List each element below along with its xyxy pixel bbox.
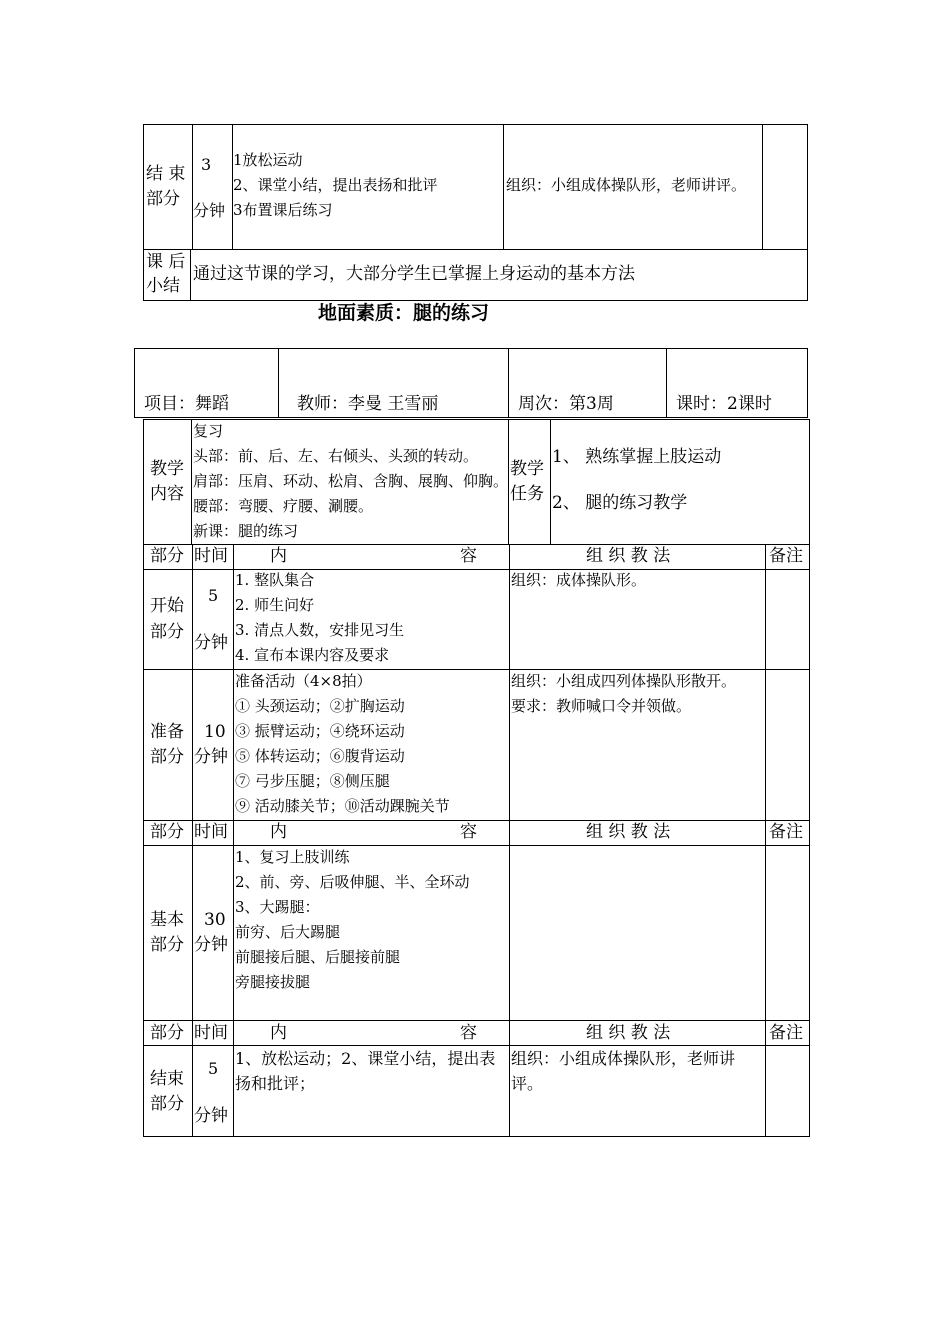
- start-time: 5: [208, 586, 219, 605]
- header-method: 组 织 教 法: [586, 1023, 671, 1043]
- prep-content: [235, 669, 450, 819]
- info-teacher: 教师：李曼 王雪丽: [297, 394, 439, 414]
- basic-time-unit: 分钟: [194, 935, 228, 955]
- end-method-line: 组织：小组成体操队形，老师讲: [511, 1049, 736, 1068]
- prep-method: [511, 669, 736, 719]
- content-line: 腰部：弯腰、疗腰、涮腰。: [193, 497, 374, 515]
- prep-content-line: ⑦ 弓步压腿；⑧侧压腿: [235, 772, 390, 790]
- basic-content: [235, 845, 470, 995]
- summary-label-line1: 课 后: [146, 252, 186, 272]
- end-part-line2: 部分: [150, 1094, 184, 1114]
- task-line: 1、 熟练掌握上肢运动: [552, 447, 722, 467]
- header-time: 时间: [194, 546, 228, 566]
- basic-content-line: 旁腿接拔腿: [235, 973, 311, 991]
- task-line: 2、 腿的练习教学: [552, 493, 688, 513]
- header-note: 备注: [769, 822, 803, 842]
- basic-content-line: 前穷、后大踢腿: [235, 923, 341, 941]
- header-time: 时间: [194, 1023, 228, 1043]
- header-note: 备注: [769, 1023, 803, 1043]
- end-method: [511, 1046, 735, 1096]
- basic-content-line: 1、复习上肢训练: [235, 848, 350, 866]
- prep-content-line: ① 头颈运动；②扩胸运动: [235, 697, 405, 715]
- header-part: 部分: [150, 822, 184, 842]
- end-time: 5: [208, 1059, 219, 1078]
- prep-time-unit: 分钟: [194, 747, 228, 767]
- basic-time: 30: [204, 910, 226, 930]
- start-content-line: 3. 清点人数，安排见习生: [235, 621, 405, 639]
- header-content-b: 容: [460, 1023, 477, 1043]
- end-part-line1: 结束: [150, 1069, 184, 1089]
- start-part-line1: 开始: [150, 596, 184, 616]
- prep-content-line: 准备活动（4×8拍）: [235, 672, 372, 690]
- content-lines: [193, 419, 508, 544]
- closing-part-line2: 部分: [146, 189, 180, 209]
- content-line: 肩部：压肩、环动、松肩、含胸、展胸、仰胸。: [193, 472, 509, 490]
- prep-content-line: ⑨ 活动膝关节；⑩活动踝腕关节: [235, 797, 450, 815]
- end-time-unit: 分钟: [194, 1106, 228, 1126]
- summary-text: 通过这节课的学习，大部分学生已掌握上身运动的基本方法: [193, 264, 635, 284]
- task-label-line2: 任务: [510, 484, 544, 504]
- summary-label-line2: 小结: [146, 276, 180, 296]
- content-label-line2: 内容: [150, 484, 184, 504]
- end-method-line: 评。: [511, 1074, 544, 1093]
- prep-part-line1: 准备: [150, 722, 184, 742]
- start-content: [235, 568, 404, 668]
- header-content-b: 容: [460, 546, 477, 566]
- header-time: 时间: [194, 822, 228, 842]
- end-content: [235, 1046, 495, 1096]
- closing-part-line1: 结 束: [146, 164, 186, 184]
- header-content-b: 容: [460, 822, 477, 842]
- basic-part-line2: 部分: [150, 935, 184, 955]
- prep-method-line: 要求：教师喊口令并领做。: [511, 697, 692, 715]
- lesson-title: 地面素质：腿的练习: [318, 302, 490, 324]
- closing-time-unit: 分钟: [193, 201, 226, 220]
- closing-content: [233, 148, 438, 223]
- header-part: 部分: [150, 546, 184, 566]
- start-part-line2: 部分: [150, 622, 184, 642]
- basic-content-line: 3、大踢腿：: [235, 898, 320, 916]
- start-content-line: 4. 宣布本课内容及要求: [235, 646, 390, 664]
- header-content-a: 内: [270, 1023, 287, 1043]
- start-content-line: 1. 整队集合: [235, 571, 315, 589]
- closing-time: 3: [201, 155, 212, 174]
- end-content-line: 1、放松运动；2、课堂小结，提出表: [235, 1049, 496, 1068]
- header-content-a: 内: [270, 546, 287, 566]
- basic-content-line: 前腿接后腿、后腿接前腿: [235, 948, 401, 966]
- header-method: 组 织 教 法: [586, 822, 671, 842]
- info-project: 项目：舞蹈: [144, 394, 229, 414]
- content-line: 头部：前、后、左、右倾头、头颈的转动。: [193, 447, 479, 465]
- start-time-unit: 分钟: [194, 633, 228, 653]
- header-note: 备注: [769, 546, 803, 566]
- start-method-line: 组织：成体操队形。: [511, 571, 647, 589]
- start-method: [511, 568, 646, 593]
- closing-method: 组织：小组成体操队形，老师讲评。: [506, 176, 747, 194]
- top-table-divider: [143, 249, 808, 250]
- basic-content-line: 2、前、旁、后吸伸腿、半、全环动: [235, 873, 470, 891]
- prep-content-line: ⑤ 体转运动；⑥腹背运动: [235, 747, 405, 765]
- header-method: 组 织 教 法: [586, 546, 671, 566]
- closing-content-line: 3布置课后练习: [233, 201, 333, 219]
- prep-method-line: 组织：小组成四列体操队形散开。: [511, 672, 737, 690]
- prep-content-line: ③ 振臂运动；④绕环运动: [235, 722, 405, 740]
- closing-content-line: 1放松运动: [233, 151, 303, 169]
- content-line: 新课：腿的练习: [193, 522, 299, 540]
- closing-content-line: 2、课堂小结，提出表扬和批评: [233, 176, 438, 194]
- task-label-line1: 教学: [510, 459, 544, 479]
- prep-time: 10: [204, 722, 226, 742]
- info-hours: 课时：2课时: [676, 394, 772, 414]
- header-content-a: 内: [270, 822, 287, 842]
- content-line: 复习: [193, 422, 224, 440]
- basic-part-line1: 基本: [150, 910, 184, 930]
- prep-part-line2: 部分: [150, 747, 184, 767]
- end-content-line: 扬和批评；: [235, 1074, 316, 1093]
- header-part: 部分: [150, 1023, 184, 1043]
- info-week: 周次：第3周: [518, 394, 614, 414]
- content-label-line1: 教学: [150, 459, 184, 479]
- start-content-line: 2. 师生问好: [235, 596, 315, 614]
